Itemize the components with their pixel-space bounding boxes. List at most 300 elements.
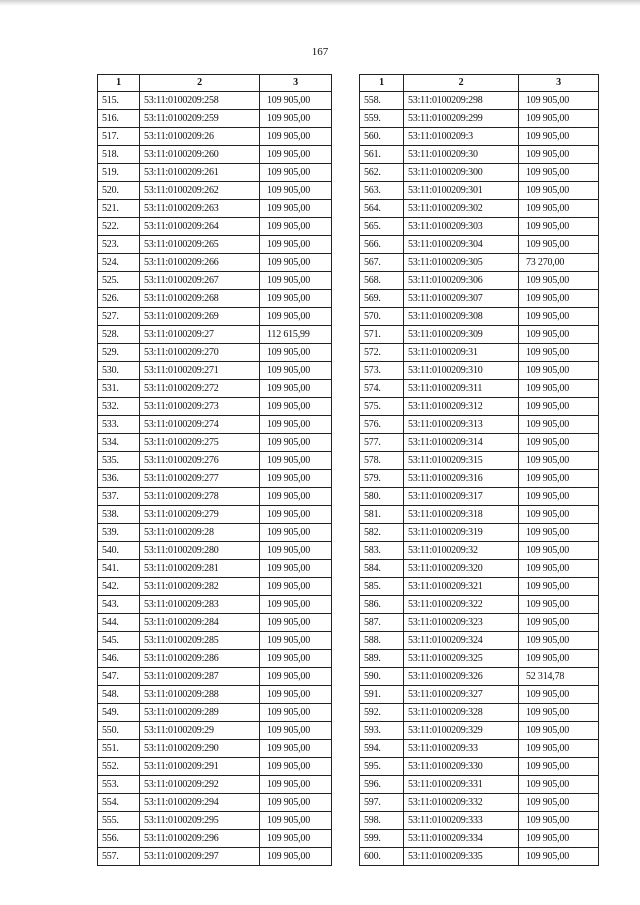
- cadastral-value: 109 905,00: [519, 236, 599, 254]
- cadastral-value: 109 905,00: [260, 110, 332, 128]
- table-row: [360, 488, 599, 506]
- row-index: 586.: [360, 596, 404, 614]
- cadastral-number: 53:11:0100209:328: [404, 704, 519, 722]
- row-index: 523.: [98, 236, 140, 254]
- cadastral-value: 109 905,00: [519, 182, 599, 200]
- cadastral-value: 109 905,00: [519, 488, 599, 506]
- row-index: 552.: [98, 758, 140, 776]
- cadastral-value: 109 905,00: [519, 362, 599, 380]
- cadastral-number: 53:11:0100209:310: [404, 362, 519, 380]
- table-row: [98, 380, 332, 398]
- cadastral-value: 109 905,00: [260, 794, 332, 812]
- cadastral-number: 53:11:0100209:314: [404, 434, 519, 452]
- cadastral-value: 109 905,00: [519, 452, 599, 470]
- cadastral-number: 53:11:0100209:262: [140, 182, 260, 200]
- row-index: 557.: [98, 848, 140, 866]
- table-row: [360, 326, 599, 344]
- table-row: [98, 578, 332, 596]
- cadastral-value: 109 905,00: [519, 398, 599, 416]
- table-row: [360, 596, 599, 614]
- table-row: [98, 812, 332, 830]
- cadastral-number: 53:11:0100209:273: [140, 398, 260, 416]
- cadastral-table-left: [97, 74, 332, 866]
- cadastral-value: 109 905,00: [519, 542, 599, 560]
- cadastral-number: 53:11:0100209:264: [140, 218, 260, 236]
- table-row: [360, 578, 599, 596]
- row-index: 532.: [98, 398, 140, 416]
- table-row: [360, 128, 599, 146]
- cadastral-value: 109 905,00: [519, 434, 599, 452]
- row-index: 556.: [98, 830, 140, 848]
- cadastral-value: 109 905,00: [519, 704, 599, 722]
- row-index: 524.: [98, 254, 140, 272]
- row-index: 567.: [360, 254, 404, 272]
- row-index: 565.: [360, 218, 404, 236]
- row-index: 527.: [98, 308, 140, 326]
- table-row: [360, 524, 599, 542]
- cadastral-value: 109 905,00: [519, 146, 599, 164]
- cadastral-value: 109 905,00: [519, 722, 599, 740]
- table-row: [98, 398, 332, 416]
- row-index: 519.: [98, 164, 140, 182]
- row-index: 534.: [98, 434, 140, 452]
- row-index: 572.: [360, 344, 404, 362]
- cadastral-number: 53:11:0100209:261: [140, 164, 260, 182]
- table-row: [98, 308, 332, 326]
- cadastral-value: 109 905,00: [519, 272, 599, 290]
- cadastral-number: 53:11:0100209:291: [140, 758, 260, 776]
- table-row: [98, 722, 332, 740]
- cadastral-value: 109 905,00: [519, 290, 599, 308]
- cadastral-value: 109 905,00: [519, 596, 599, 614]
- table-row: [98, 110, 332, 128]
- cadastral-number: 53:11:0100209:288: [140, 686, 260, 704]
- cadastral-number: 53:11:0100209:269: [140, 308, 260, 326]
- row-index: 581.: [360, 506, 404, 524]
- table-row: [360, 146, 599, 164]
- table-row: [98, 92, 332, 110]
- table-row: [360, 362, 599, 380]
- cadastral-value: 109 905,00: [260, 344, 332, 362]
- row-index: 595.: [360, 758, 404, 776]
- row-index: 571.: [360, 326, 404, 344]
- cadastral-number: 53:11:0100209:300: [404, 164, 519, 182]
- row-index: 585.: [360, 578, 404, 596]
- cadastral-number: 53:11:0100209:266: [140, 254, 260, 272]
- cadastral-value: 109 905,00: [519, 830, 599, 848]
- table-row: [98, 506, 332, 524]
- row-index: 564.: [360, 200, 404, 218]
- cadastral-number: 53:11:0100209:332: [404, 794, 519, 812]
- row-index: 547.: [98, 668, 140, 686]
- table-row: [98, 524, 332, 542]
- row-index: 597.: [360, 794, 404, 812]
- row-index: 553.: [98, 776, 140, 794]
- cadastral-value: 109 905,00: [519, 812, 599, 830]
- cadastral-number: 53:11:0100209:281: [140, 560, 260, 578]
- cadastral-value: 73 270,00: [519, 254, 599, 272]
- table-row: [360, 668, 599, 686]
- row-index: 544.: [98, 614, 140, 632]
- cadastral-value: 109 905,00: [260, 416, 332, 434]
- cadastral-number: 53:11:0100209:334: [404, 830, 519, 848]
- cadastral-number: 53:11:0100209:317: [404, 488, 519, 506]
- row-index: 542.: [98, 578, 140, 596]
- row-index: 538.: [98, 506, 140, 524]
- cadastral-value: 109 905,00: [260, 200, 332, 218]
- cadastral-number: 53:11:0100209:276: [140, 452, 260, 470]
- cadastral-number: 53:11:0100209:299: [404, 110, 519, 128]
- table-row: [98, 200, 332, 218]
- cadastral-value: 109 905,00: [260, 542, 332, 560]
- cadastral-number: 53:11:0100209:292: [140, 776, 260, 794]
- table-row: [360, 164, 599, 182]
- cadastral-number: 53:11:0100209:301: [404, 182, 519, 200]
- cadastral-number: 53:11:0100209:320: [404, 560, 519, 578]
- table-row: [98, 182, 332, 200]
- row-index: 525.: [98, 272, 140, 290]
- row-index: 580.: [360, 488, 404, 506]
- table-row: [98, 542, 332, 560]
- cadastral-number: 53:11:0100209:258: [140, 92, 260, 110]
- cadastral-number: 53:11:0100209:31: [404, 344, 519, 362]
- table-row: [360, 758, 599, 776]
- row-index: 576.: [360, 416, 404, 434]
- table-row: [98, 488, 332, 506]
- cadastral-number: 53:11:0100209:294: [140, 794, 260, 812]
- cadastral-value: 109 905,00: [260, 722, 332, 740]
- cadastral-value: 109 905,00: [519, 218, 599, 236]
- cadastral-value: 109 905,00: [260, 506, 332, 524]
- cadastral-number: 53:11:0100209:303: [404, 218, 519, 236]
- table-row: [98, 632, 332, 650]
- table-row: [98, 326, 332, 344]
- scan-top-edge: [0, 0, 640, 6]
- table-row: [360, 110, 599, 128]
- table-row: [360, 290, 599, 308]
- row-index: 598.: [360, 812, 404, 830]
- cadastral-value: 109 905,00: [519, 344, 599, 362]
- cadastral-table-right: [359, 74, 599, 866]
- table-row: [360, 470, 599, 488]
- table-row: [360, 686, 599, 704]
- cadastral-value: 109 905,00: [260, 740, 332, 758]
- cadastral-value: 109 905,00: [260, 668, 332, 686]
- table-row: [360, 650, 599, 668]
- cadastral-number: 53:11:0100209:326: [404, 668, 519, 686]
- cadastral-number: 53:11:0100209:282: [140, 578, 260, 596]
- cadastral-value: 109 905,00: [519, 794, 599, 812]
- cadastral-number: 53:11:0100209:302: [404, 200, 519, 218]
- cadastral-number: 53:11:0100209:287: [140, 668, 260, 686]
- column-header-cadastral-number: 2: [404, 75, 519, 92]
- cadastral-value: 109 905,00: [260, 290, 332, 308]
- cadastral-number: 53:11:0100209:327: [404, 686, 519, 704]
- row-index: 540.: [98, 542, 140, 560]
- table-row: [360, 344, 599, 362]
- row-index: 529.: [98, 344, 140, 362]
- cadastral-number: 53:11:0100209:28: [140, 524, 260, 542]
- cadastral-number: 53:11:0100209:295: [140, 812, 260, 830]
- cadastral-number: 53:11:0100209:33: [404, 740, 519, 758]
- cadastral-value: 109 905,00: [519, 686, 599, 704]
- table-row: [98, 272, 332, 290]
- table-row: [98, 128, 332, 146]
- cadastral-number: 53:11:0100209:26: [140, 128, 260, 146]
- row-index: 531.: [98, 380, 140, 398]
- row-index: 520.: [98, 182, 140, 200]
- column-header-index: 1: [98, 75, 140, 92]
- cadastral-value: 52 314,78: [519, 668, 599, 686]
- cadastral-value: 109 905,00: [260, 236, 332, 254]
- row-index: 521.: [98, 200, 140, 218]
- cadastral-value: 109 905,00: [519, 470, 599, 488]
- cadastral-number: 53:11:0100209:306: [404, 272, 519, 290]
- cadastral-number: 53:11:0100209:324: [404, 632, 519, 650]
- cadastral-number: 53:11:0100209:271: [140, 362, 260, 380]
- cadastral-number: 53:11:0100209:323: [404, 614, 519, 632]
- table-row: [360, 560, 599, 578]
- table-row: [360, 704, 599, 722]
- table-row: [360, 416, 599, 434]
- row-index: 575.: [360, 398, 404, 416]
- cadastral-number: 53:11:0100209:260: [140, 146, 260, 164]
- cadastral-number: 53:11:0100209:329: [404, 722, 519, 740]
- page-number: 167: [311, 46, 329, 58]
- table-row: [98, 614, 332, 632]
- row-index: 560.: [360, 128, 404, 146]
- table-row: [98, 344, 332, 362]
- cadastral-value: 109 905,00: [260, 758, 332, 776]
- cadastral-number: 53:11:0100209:278: [140, 488, 260, 506]
- cadastral-number: 53:11:0100209:309: [404, 326, 519, 344]
- cadastral-value: 109 905,00: [260, 218, 332, 236]
- cadastral-number: 53:11:0100209:27: [140, 326, 260, 344]
- cadastral-number: 53:11:0100209:318: [404, 506, 519, 524]
- table-row: [360, 830, 599, 848]
- table-row: [98, 758, 332, 776]
- table-row: [98, 650, 332, 668]
- column-header-cadastral-number: 2: [140, 75, 260, 92]
- table-row: [360, 254, 599, 272]
- cadastral-value: 109 905,00: [519, 560, 599, 578]
- cadastral-value: 109 905,00: [519, 164, 599, 182]
- row-index: 596.: [360, 776, 404, 794]
- table-row: [98, 218, 332, 236]
- cadastral-value: 109 905,00: [260, 272, 332, 290]
- cadastral-value: 109 905,00: [260, 92, 332, 110]
- cadastral-value: 109 905,00: [519, 92, 599, 110]
- cadastral-value: 109 905,00: [260, 470, 332, 488]
- row-index: 590.: [360, 668, 404, 686]
- cadastral-number: 53:11:0100209:283: [140, 596, 260, 614]
- cadastral-number: 53:11:0100209:296: [140, 830, 260, 848]
- row-index: 591.: [360, 686, 404, 704]
- row-index: 566.: [360, 236, 404, 254]
- cadastral-value: 109 905,00: [519, 308, 599, 326]
- cadastral-number: 53:11:0100209:285: [140, 632, 260, 650]
- cadastral-number: 53:11:0100209:333: [404, 812, 519, 830]
- cadastral-value: 112 615,99: [260, 326, 332, 344]
- cadastral-value: 109 905,00: [519, 650, 599, 668]
- cadastral-number: 53:11:0100209:279: [140, 506, 260, 524]
- row-index: 562.: [360, 164, 404, 182]
- table-row: [98, 470, 332, 488]
- table-row: [360, 434, 599, 452]
- table-row: [360, 92, 599, 110]
- cadastral-number: 53:11:0100209:316: [404, 470, 519, 488]
- table-row: [360, 200, 599, 218]
- cadastral-value: 109 905,00: [260, 848, 332, 866]
- row-index: 593.: [360, 722, 404, 740]
- cadastral-value: 109 905,00: [260, 362, 332, 380]
- table-row: [360, 542, 599, 560]
- row-index: 548.: [98, 686, 140, 704]
- cadastral-number: 53:11:0100209:284: [140, 614, 260, 632]
- table-row: [360, 218, 599, 236]
- cadastral-number: 53:11:0100209:274: [140, 416, 260, 434]
- table-row: [360, 614, 599, 632]
- row-index: 558.: [360, 92, 404, 110]
- cadastral-value: 109 905,00: [260, 578, 332, 596]
- row-index: 583.: [360, 542, 404, 560]
- cadastral-value: 109 905,00: [260, 632, 332, 650]
- cadastral-number: 53:11:0100209:272: [140, 380, 260, 398]
- table-row: [360, 632, 599, 650]
- row-index: 587.: [360, 614, 404, 632]
- table-row: [98, 740, 332, 758]
- table-row: [360, 398, 599, 416]
- row-index: 589.: [360, 650, 404, 668]
- row-index: 592.: [360, 704, 404, 722]
- row-index: 518.: [98, 146, 140, 164]
- table-row: [360, 722, 599, 740]
- table-row: [360, 182, 599, 200]
- row-index: 539.: [98, 524, 140, 542]
- cadastral-value: 109 905,00: [260, 146, 332, 164]
- row-index: 537.: [98, 488, 140, 506]
- row-index: 517.: [98, 128, 140, 146]
- table-row: [98, 416, 332, 434]
- row-index: 577.: [360, 434, 404, 452]
- cadastral-value: 109 905,00: [260, 560, 332, 578]
- cadastral-value: 109 905,00: [260, 164, 332, 182]
- row-index: 550.: [98, 722, 140, 740]
- cadastral-value: 109 905,00: [519, 578, 599, 596]
- cadastral-value: 109 905,00: [260, 524, 332, 542]
- cadastral-number: 53:11:0100209:277: [140, 470, 260, 488]
- column-header-value: 3: [260, 75, 332, 92]
- table-row: [98, 776, 332, 794]
- row-index: 599.: [360, 830, 404, 848]
- cadastral-number: 53:11:0100209:331: [404, 776, 519, 794]
- row-index: 549.: [98, 704, 140, 722]
- cadastral-value: 109 905,00: [260, 830, 332, 848]
- row-index: 515.: [98, 92, 140, 110]
- table-row: [98, 146, 332, 164]
- row-index: 536.: [98, 470, 140, 488]
- cadastral-value: 109 905,00: [260, 380, 332, 398]
- row-index: 588.: [360, 632, 404, 650]
- table-row: [98, 596, 332, 614]
- row-index: 574.: [360, 380, 404, 398]
- table-row: [360, 776, 599, 794]
- cadastral-number: 53:11:0100209:32: [404, 542, 519, 560]
- row-index: 559.: [360, 110, 404, 128]
- table-row: [360, 812, 599, 830]
- cadastral-value: 109 905,00: [260, 776, 332, 794]
- cadastral-value: 109 905,00: [260, 308, 332, 326]
- table-row: [98, 794, 332, 812]
- cadastral-value: 109 905,00: [260, 434, 332, 452]
- row-index: 535.: [98, 452, 140, 470]
- table-row: [360, 308, 599, 326]
- cadastral-number: 53:11:0100209:311: [404, 380, 519, 398]
- cadastral-number: 53:11:0100209:305: [404, 254, 519, 272]
- cadastral-value: 109 905,00: [519, 506, 599, 524]
- row-index: 522.: [98, 218, 140, 236]
- cadastral-number: 53:11:0100209:30: [404, 146, 519, 164]
- cadastral-value: 109 905,00: [260, 686, 332, 704]
- cadastral-number: 53:11:0100209:325: [404, 650, 519, 668]
- row-index: 541.: [98, 560, 140, 578]
- table-row: [98, 830, 332, 848]
- table-row: [360, 452, 599, 470]
- cadastral-value: 109 905,00: [260, 452, 332, 470]
- table-row: [360, 236, 599, 254]
- cadastral-number: 53:11:0100209:298: [404, 92, 519, 110]
- cadastral-value: 109 905,00: [260, 614, 332, 632]
- cadastral-value: 109 905,00: [260, 254, 332, 272]
- table-row: [98, 560, 332, 578]
- row-index: 545.: [98, 632, 140, 650]
- table-row: [98, 704, 332, 722]
- cadastral-number: 53:11:0100209:297: [140, 848, 260, 866]
- row-index: 554.: [98, 794, 140, 812]
- row-index: 578.: [360, 452, 404, 470]
- cadastral-value: 109 905,00: [260, 128, 332, 146]
- cadastral-value: 109 905,00: [519, 200, 599, 218]
- cadastral-value: 109 905,00: [260, 596, 332, 614]
- cadastral-number: 53:11:0100209:265: [140, 236, 260, 254]
- row-index: 584.: [360, 560, 404, 578]
- row-index: 582.: [360, 524, 404, 542]
- cadastral-number: 53:11:0100209:319: [404, 524, 519, 542]
- cadastral-number: 53:11:0100209:289: [140, 704, 260, 722]
- row-index: 600.: [360, 848, 404, 866]
- cadastral-number: 53:11:0100209:313: [404, 416, 519, 434]
- row-index: 570.: [360, 308, 404, 326]
- column-header-index: 1: [360, 75, 404, 92]
- row-index: 533.: [98, 416, 140, 434]
- row-index: 530.: [98, 362, 140, 380]
- cadastral-number: 53:11:0100209:308: [404, 308, 519, 326]
- cadastral-number: 53:11:0100209:322: [404, 596, 519, 614]
- row-index: 546.: [98, 650, 140, 668]
- table-body: [98, 92, 332, 866]
- table-row: [360, 848, 599, 866]
- row-index: 561.: [360, 146, 404, 164]
- cadastral-number: 53:11:0100209:315: [404, 452, 519, 470]
- cadastral-number: 53:11:0100209:286: [140, 650, 260, 668]
- row-index: 551.: [98, 740, 140, 758]
- cadastral-number: 53:11:0100209:312: [404, 398, 519, 416]
- table-row: [360, 794, 599, 812]
- cadastral-value: 109 905,00: [519, 758, 599, 776]
- row-index: 555.: [98, 812, 140, 830]
- row-index: 579.: [360, 470, 404, 488]
- column-header-value: 3: [519, 75, 599, 92]
